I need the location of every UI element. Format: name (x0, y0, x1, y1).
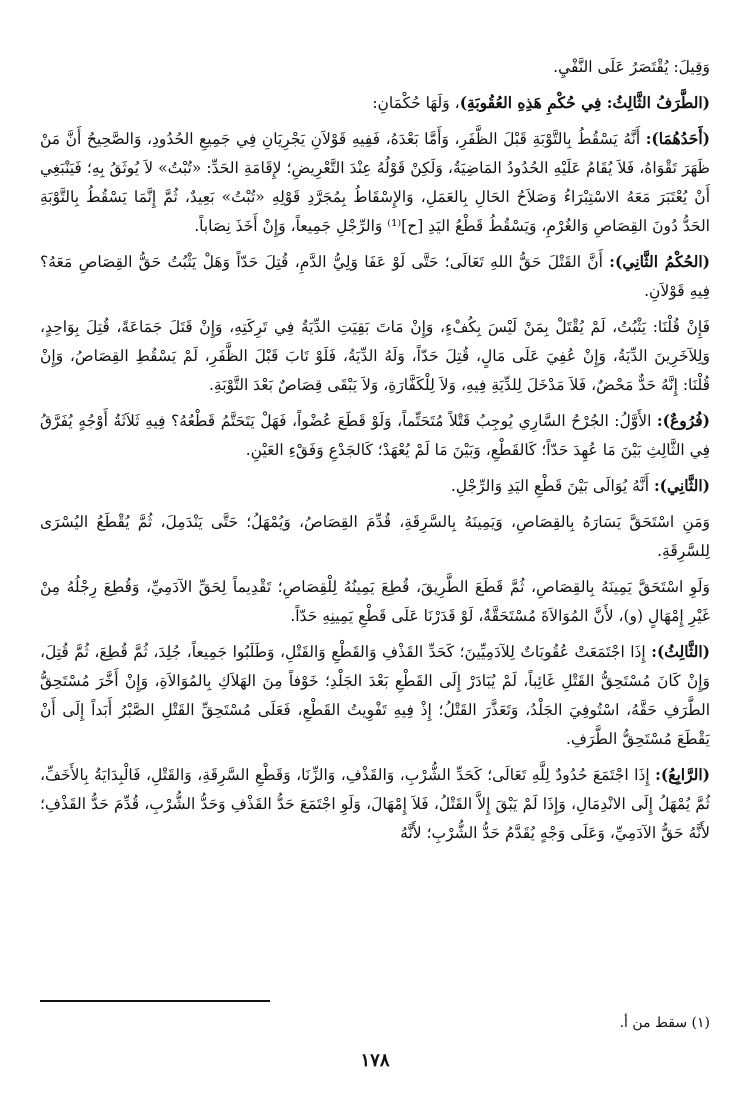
paragraph (40, 312, 710, 400)
paragraph-heading: (الطَّرَفُ الثَّالِثُ: فِي حُكْمِ هَذِهِ العُقُوبَةِ) (459, 93, 710, 112)
paragraph (40, 637, 710, 754)
paragraph-text: إِذَا اجْتَمَعَ حُدُودٌ لِلَّهِ تَعَالَى؛ كَحَدِّ الشُّرْبِ، وَالقَذْفِ، وَالزِّنَا، وَقَطْعِ السَّرِقَةِ، وَالقَتْلِ، فَالْبِدَايَةُ بِالأَخَفِّ، ثُمَّ يُمْهَلُ إِلَى الانْدِمَالِ، وَإِذَا لَمْ يَبْقَ إِلاَّ القَتْلُ، فَلاَ إِمْهَالَ، وَلَوِ اجْتَمَعَ حَدُّ القَذْفِ وَحَدُّ الشُّرْبِ، قُدِّمَ حَدُّ القَذْفِ؛ لأَنَّهُ حَقُّ الآدَمِيِّ، وَعَلَى وَجْهٍ يُقَدَّمُ حَدُّ الشُّرْبِ؛ لأَنَّهُ (40, 766, 710, 842)
paragraph-text: الأَوَّلُ: الجُرْحُ السَّارِي يُوجِبُ قَتْلاً مُتَحَتِّماً، وَلَوْ قَطَعَ عُضْواً، فَهَلْ يَتَحَتَّمُ قَطْعُهُ؟ فِيهِ ثَلاَثَةُ أَوْجُهٍ يُفَرَّقُ فِي الثَّالِثِ بَيْنَ مَا عُهِدَ حَدّاً؛ كَالقَطْعِ، وَبَيْنَ مَا لَمْ يُعْهَدْ؛ كَالجَدْعِ وَفَقْءِ العَيْنِ. (40, 412, 710, 459)
paragraph-text: إِذَا اجْتَمَعَتْ عُقُوبَاتٌ لِلآدَمِيِّينَ؛ كَحَدِّ القَذْفِ وَالقَطْعِ وَالقَتْلِ، وَطَلَبُوا جَمِيعاً، جُلِدَ، ثُمَّ قُطِعَ، ثُمَّ قُتِلَ، وَإِنْ كَانَ مُسْتَحِقُّ القَتْلِ غَائِباً، لَمْ يُبَادَرْ إِلَى القَطْعِ بَعْدَ الجَلْدِ؛ خَوْفاً مِنَ الهَلاَكِ بِالمُوَالاَةِ، وَإِنْ أَخَّرَ مُسْتَحِقُّ الطَّرَفِ حَقَّهُ، اسْتُوفِيَ الجَلْدُ، وَتَعَذَّرَ القَتْلُ؛ إِذْ فِيهِ تَفْوِيتُ القَطْعِ، فَعَلَى مُسْتَحِقِّ القَتْلِ الصَّبْرُ أَبَداً إِلَى أَنْ يَقْطَعَ مُسْتَحِقُّ الطَّرَفِ. (40, 643, 710, 748)
paragraph-heading: (الثَّانِي): (653, 476, 710, 495)
paragraph (40, 52, 710, 82)
paragraph-heading: (أَحَدُهُمَا): (645, 129, 710, 148)
paragraph-text: وَلَوِ اسْتَحَقَّ يَمِينَهُ بِالقِصَاصِ، ثُمَّ قَطَعَ الطَّرِيقَ، قُطِعَ يَمِينُهُ لِلْقِصَاصِ؛ تَقْدِيماً لِحَقِّ الآدَمِيِّ، وَقُطِعَ رِجْلُهُ مِنْ غَيْرِ إِمْهَالٍ (و)، لأَنَّ المُوَالاَةَ مُسْتَحَقَّةٌ، لَوْ قَدَرْنَا عَلَى قَطْعِ يَمِينِهِ حَدّاً. (40, 578, 710, 625)
paragraph-heading: (الحُكْمُ الثَّانِي): (609, 252, 710, 271)
footnote: (١) سقط من أ. (619, 1015, 710, 1031)
paragraph (40, 88, 710, 118)
paragraph-text: فَإِنْ قُلْنَا: يَثْبُتُ، لَمْ يُقْتَلْ بِمَنْ لَيْسَ بِكُفْءٍ، وَإِنْ مَاتَ بَقِيَتِ الدِّيَةُ فِي تَرِكَتِهِ، وَإِنْ قَتَلَ جَمَاعَةً، قُتِلَ بِوَاحِدٍ، وَلِلآخَرِينَ الدِّيَةُ، وَإِنْ عُفِيَ عَلَى مَالٍ، قُتِلَ حَدّاً، وَلَهُ الدِّيَةُ، فَلَوْ تَابَ قَبْلَ الظَّفَرِ، لَمْ يَسْقُطِ القِصَاصُ، وَإِنْ قُلْنَا: إِنَّهُ حَدٌّ مَحْضٌ، فَلاَ مَدْخَلَ لِلدِّيَةِ فِيهِ، وَلاَ لِلْكَفَّارَةِ، وَلاَ يَبْقَى قِصَاصٌ بَعْدَ التَّوْبَةِ. (40, 318, 710, 394)
paragraph (40, 760, 710, 848)
paragraph-text: أَنَّ القَتْلَ حَقُّ اللهِ تَعَالَى؛ حَتَّى لَوْ عَفَا وَلِيُّ الدَّمِ، قُتِلَ حَدّاً وَهَلْ يَثْبُتُ حَقُّ القِصَاصِ مَعَهُ؟ فِيهِ قَوْلاَنِ. (40, 253, 710, 300)
paragraph-text: أَنَّهُ يُوَالَى بَيْنَ قَطْعِ اليَدِ وَالرِّجْلِ. (450, 477, 649, 495)
paragraph-text: ، وَلَهَا حُكْمَانِ: (372, 94, 460, 112)
paragraph (40, 471, 710, 501)
paragraph (40, 247, 710, 306)
paragraph (40, 572, 710, 631)
paragraph-text: وَقِيلَ: يُقْتَصَرُ عَلَى النَّفْيِ. (553, 58, 710, 76)
page-body (40, 52, 710, 854)
paragraph-heading: (الرَّابِعُ): (655, 765, 710, 784)
paragraph (40, 124, 710, 241)
paragraph-text: أَنَّهُ يَسْقُطُ بِالتَّوْبَةِ قَبْلَ الظَّفَرِ، وَأَمَّا بَعْدَهُ، فَفِيهِ قَوْلاَنِ يَجْرِيَانِ فِي جَمِيعِ الحُدُودِ، وَالصَّحِيحُ أَنَّ مَنْ ظَهَرَ تَقْوَاهُ، فَلاَ يُقَامُ عَلَيْهِ الحُدُودُ المَاضِيَةُ، وَلَكِنْ قَوْلُهُ عِنْدَ التَّعْرِيضِ؛ لإِقَامَةِ الحَدِّ: «تُبْتُ» لاَ يُوثَقُ بِهِ؛ فَيَنْبَغِي أَنْ يُعْتَبَرَ مَعَهُ الاسْتِبْرَاءُ وَصَلاَحُ الحَالِ بِالعَمَلِ، وَالإِسْقَاطُ بِمُجَرَّدِ قَوْلِهِ «تُبْتُ» بَعِيدٌ، ثُمَّ إِنَّمَا يَسْقُطُ بِالتَّوْبَةِ الحَدُّ دُونَ القِصَاصِ وَالغُرْمِ، وَيَسْقُطُ قَطْعُ اليَدِ [ح]⁽¹⁾ وَالرِّجْلِ جَمِيعاً، وَإِنْ أَخَذَ نِصَاباً. (40, 130, 710, 235)
footnote-divider (40, 1000, 270, 1002)
paragraph-heading: (فُرُوعٌ): (656, 411, 710, 430)
paragraph (40, 406, 710, 465)
page-number: ١٧٨ (360, 1050, 390, 1071)
paragraph (40, 507, 710, 566)
paragraph-text: وَمَنِ اسْتَحَقَّ يَسَارَهُ بِالقِصَاصِ، وَيَمِينَهُ بِالسَّرِقَةِ، قُدِّمَ القِصَاصُ، وَيُمْهَلُ؛ حَتَّى يَنْدَمِلَ، ثُمَّ يُقْطَعُ اليُسْرَى لِلسَّرِقَةِ. (40, 513, 710, 560)
paragraph-heading: (الثَّالِثُ): (651, 642, 710, 661)
